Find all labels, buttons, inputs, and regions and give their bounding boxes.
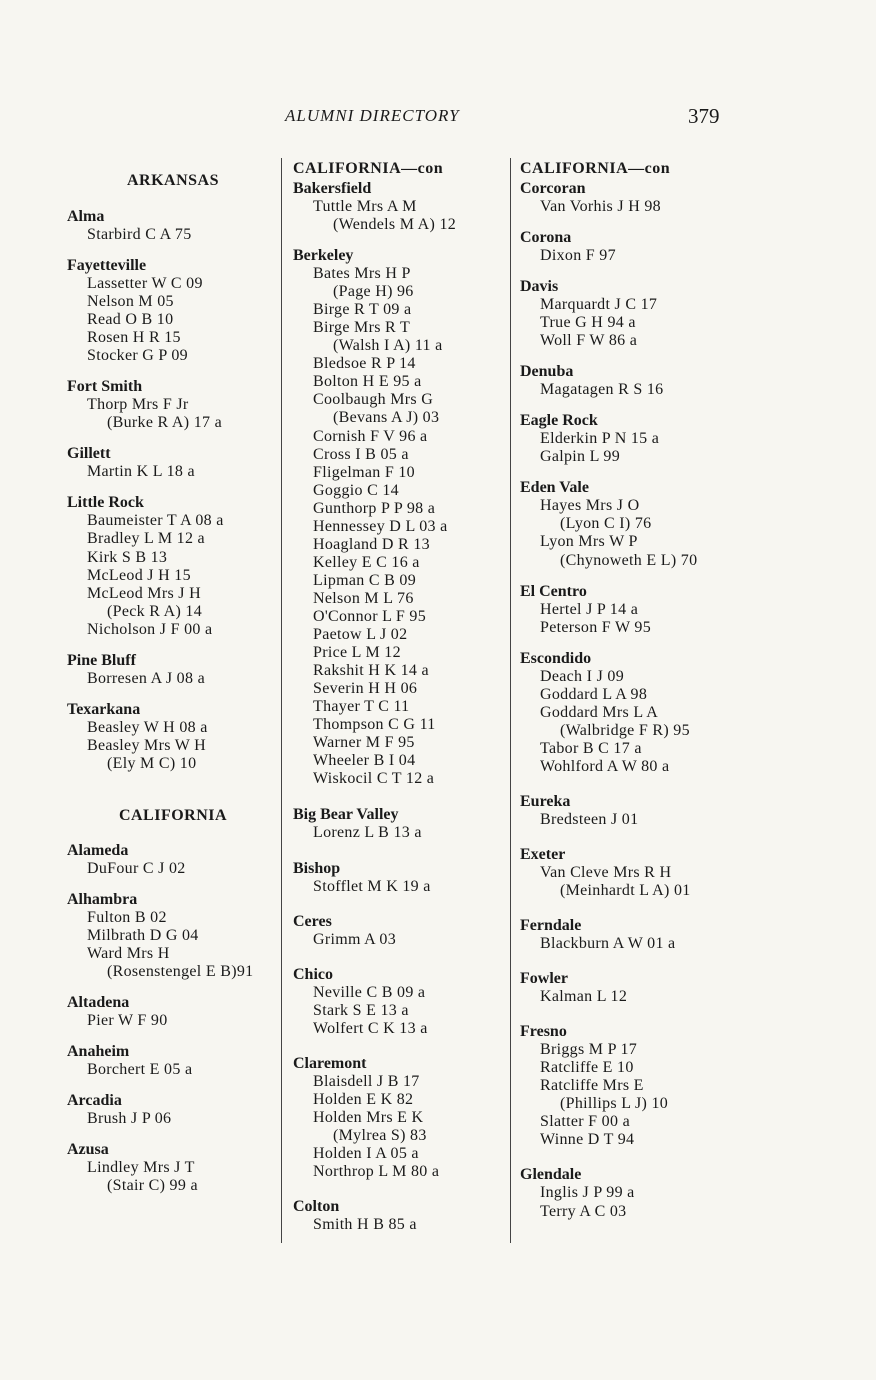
city-section	[520, 412, 752, 466]
alumni-entry: Winne D T 94	[540, 1131, 635, 1149]
alumni-entry: Peterson F W 95	[540, 618, 652, 636]
alumni-entry: Kirk S B 13	[87, 548, 168, 566]
city-section	[520, 583, 752, 637]
alumni-entry: Borchert E 05 a	[87, 1061, 193, 1079]
alumni-entry: Tuttle Mrs A M	[313, 198, 417, 215]
alumni-entry: Ratcliffe E 10	[540, 1059, 634, 1077]
page-header-title: ALUMNI DIRECTORY	[285, 106, 460, 125]
alumni-entry: (Mylrea S) 83	[333, 1126, 427, 1144]
city-name: Texarkana	[67, 700, 141, 718]
directory-column-1	[67, 158, 299, 1195]
alumni-entry: O'Connor L F 95	[313, 607, 427, 625]
city-section	[67, 257, 299, 365]
alumni-entry: (Bevans A J) 03	[333, 409, 440, 427]
alumni-entry: Pier W F 90	[87, 1012, 168, 1030]
alumni-entry: Fulton B 02	[87, 908, 167, 926]
city-section	[293, 913, 525, 949]
city-name: Berkeley	[293, 247, 354, 265]
city-section	[67, 701, 299, 773]
city-section	[67, 378, 299, 432]
page-number: 379	[688, 104, 720, 128]
alumni-entry: Milbrath D G 04	[87, 927, 199, 945]
alumni-entry: Nelson M 05	[87, 293, 174, 311]
city-name: Fresno	[520, 1023, 567, 1041]
alumni-entry: Hayes Mrs J O	[540, 497, 640, 515]
alumni-entry: (Wendels M A) 12	[333, 216, 457, 234]
city-section	[67, 652, 299, 688]
alumni-entry: Rakshit H K 14 a	[313, 662, 429, 680]
city-name: Corcoran	[520, 180, 586, 197]
alumni-entry: Wheeler B I 04	[313, 752, 416, 770]
city-name: Eagle Rock	[520, 412, 598, 430]
city-name: Alhambra	[67, 890, 138, 908]
alumni-entry: (Chynoweth E L) 70	[560, 551, 698, 569]
alumni-entry: Bredsteen J 01	[540, 810, 639, 828]
state-heading: CALIFORNIA—con	[293, 160, 444, 177]
city-name: Ferndale	[520, 917, 582, 935]
alumni-entry: Grimm A 03	[313, 930, 397, 948]
alumni-entry: Deach I J 09	[540, 667, 625, 685]
alumni-entry: Slatter F 00 a	[540, 1113, 630, 1131]
alumni-entry: Lipman C B 09	[313, 571, 417, 589]
alumni-entry: Holden I A 05 a	[313, 1144, 419, 1162]
city-section	[67, 494, 299, 638]
city-name: Exeter	[520, 845, 566, 863]
alumni-entry: (Rosenstengel E B)91	[107, 963, 254, 981]
alumni-entry: Bradley L M 12 a	[87, 530, 205, 548]
alumni-entry: Wiskocil C T 12 a	[313, 770, 435, 788]
city-name: Gillett	[67, 445, 111, 463]
alumni-entry: (Burke R A) 17 a	[107, 414, 223, 432]
alumni-entry: (Ely M C) 10	[107, 754, 197, 772]
city-name: Altadena	[67, 994, 130, 1012]
alumni-entry: Briggs M P 17	[540, 1041, 638, 1059]
alumni-entry: Fligelman F 10	[313, 463, 415, 481]
city-section	[293, 247, 525, 788]
alumni-entry: Baumeister T A 08 a	[87, 512, 224, 530]
alumni-entry: Northrop L M 80 a	[313, 1162, 440, 1180]
city-name: Fort Smith	[67, 378, 143, 396]
city-name: Ceres	[293, 912, 332, 930]
city-section	[67, 1092, 299, 1128]
alumni-entry: Neville C B 09 a	[313, 983, 426, 1001]
alumni-entry: Magatagen R S 16	[540, 381, 664, 399]
alumni-entry: Starbird C A 75	[87, 226, 192, 243]
city-section	[520, 479, 752, 569]
city-section	[67, 445, 299, 481]
alumni-entry: Goggio C 14	[313, 481, 399, 499]
city-section	[67, 208, 299, 244]
alumni-entry: Birge Mrs R T	[313, 319, 411, 337]
alumni-entry: Hertel J P 14 a	[540, 600, 639, 618]
alumni-entry: Terry A C 03	[540, 1202, 627, 1220]
alumni-entry: Nicholson J F 00 a	[87, 620, 213, 638]
alumni-entry: Tabor B C 17 a	[540, 739, 642, 757]
alumni-entry: Beasley Mrs W H	[87, 736, 207, 754]
alumni-entry: Borresen A J 08 a	[87, 669, 205, 687]
alumni-entry: Bates Mrs H P	[313, 265, 411, 283]
alumni-entry: Price L M 12	[313, 644, 401, 662]
alumni-entry: Stofflet M K 19 a	[313, 877, 431, 895]
alumni-entry: Thorp Mrs F Jr	[87, 396, 189, 414]
city-section	[67, 994, 299, 1030]
state-heading: CALIFORNIA	[118, 806, 228, 824]
alumni-entry: (Peck R A) 14	[107, 602, 203, 620]
alumni-entry: DuFour C J 02	[87, 859, 186, 877]
city-section	[67, 1141, 299, 1195]
alumni-entry: Warner M F 95	[313, 734, 415, 752]
alumni-entry: (Stair C) 99 a	[107, 1177, 198, 1195]
alumni-entry: Nelson M L 76	[313, 589, 414, 607]
city-section	[520, 846, 752, 900]
city-section	[520, 278, 752, 350]
city-name: Alma	[67, 208, 105, 225]
alumni-entry: Stocker G P 09	[87, 347, 188, 365]
state-heading: CALIFORNIA—con	[520, 160, 671, 177]
alumni-entry: Blackburn A W 01 a	[540, 935, 676, 953]
alumni-entry: Holden E K 82	[313, 1090, 414, 1108]
alumni-entry: Cross I B 05 a	[313, 445, 409, 463]
alumni-entry: Birge R T 09 a	[313, 301, 412, 319]
alumni-entry: Blaisdell J B 17	[313, 1072, 420, 1090]
alumni-entry: Hennessey D L 03 a	[313, 517, 448, 535]
alumni-entry: Holden Mrs E K	[313, 1108, 424, 1126]
city-section	[293, 860, 525, 896]
city-section	[293, 180, 525, 234]
alumni-entry: Martin K L 18 a	[87, 463, 195, 481]
city-name: Glendale	[520, 1166, 582, 1184]
alumni-entry: Inglis J P 99 a	[540, 1184, 635, 1202]
alumni-entry: Lindley Mrs J T	[87, 1159, 195, 1177]
city-section	[520, 650, 752, 776]
alumni-entry: Read O B 10	[87, 311, 174, 329]
alumni-entry: Thayer T C 11	[313, 698, 410, 716]
city-name: Escondido	[520, 649, 592, 667]
alumni-entry: (Meinhardt L A) 01	[560, 882, 691, 900]
alumni-entry: Dixon F 97	[540, 247, 616, 265]
alumni-entry: Goddard Mrs L A	[540, 703, 659, 721]
alumni-entry: Van Cleve Mrs R H	[540, 863, 672, 881]
city-name: Fayetteville	[67, 257, 147, 275]
city-name: Little Rock	[67, 494, 144, 512]
city-name: Anaheim	[67, 1043, 130, 1061]
city-name: Pine Bluff	[67, 651, 136, 669]
alumni-entry: Van Vorhis J H 98	[540, 198, 661, 215]
city-section	[520, 180, 752, 216]
alumni-entry: Kelley E C 16 a	[313, 553, 420, 571]
alumni-entry: Gunthorp P P 98 a	[313, 499, 436, 517]
city-section	[293, 806, 525, 842]
city-name: Azusa	[67, 1141, 109, 1159]
alumni-entry: Goddard L A 98	[540, 685, 648, 703]
city-section	[293, 1198, 525, 1234]
alumni-entry: Bledsoe R P 14	[313, 355, 416, 373]
alumni-entry: Brush J P 06	[87, 1110, 172, 1128]
city-name: Eureka	[520, 792, 571, 810]
alumni-entry: Ratcliffe Mrs E	[540, 1077, 644, 1095]
alumni-entry: (Walbridge F R) 95	[560, 721, 690, 739]
alumni-entry: Lorenz L B 13 a	[313, 824, 422, 842]
state-heading: ARKANSAS	[126, 172, 219, 189]
city-name: Big Bear Valley	[293, 806, 399, 824]
alumni-entry: Rosen H R 15	[87, 329, 181, 347]
city-name: Eden Vale	[520, 479, 589, 497]
city-section	[293, 966, 525, 1038]
city-section	[520, 1023, 752, 1149]
alumni-entry: Ward Mrs H	[87, 945, 170, 963]
city-name: Davis	[520, 278, 559, 296]
city-name: Colton	[293, 1198, 340, 1216]
alumni-entry: Smith H B 85 a	[313, 1216, 417, 1234]
alumni-entry: Lyon Mrs W P	[540, 533, 638, 551]
alumni-entry: Coolbaugh Mrs G	[313, 391, 434, 409]
alumni-entry: (Walsh I A) 11 a	[333, 337, 443, 355]
directory-column-2	[293, 158, 525, 1234]
city-section	[520, 970, 752, 1006]
city-name: Fowler	[520, 970, 568, 988]
city-section	[67, 842, 299, 878]
alumni-entry: Bolton H E 95 a	[313, 373, 422, 391]
alumni-entry: Cornish F V 96 a	[313, 427, 428, 445]
city-name: Bishop	[293, 859, 341, 877]
city-section	[520, 917, 752, 953]
alumni-entry: McLeod Mrs J H	[87, 584, 201, 602]
city-name: Bakersfield	[293, 180, 372, 197]
alumni-entry: Marquardt J C 17	[540, 296, 658, 314]
alumni-entry: Beasley W H 08 a	[87, 718, 208, 736]
alumni-entry: Paetow L J 02	[313, 626, 408, 644]
alumni-entry: Woll F W 86 a	[540, 332, 638, 350]
city-name: Corona	[520, 229, 572, 247]
directory-column-3	[520, 158, 752, 1221]
alumni-entry: True G H 94 a	[540, 314, 636, 332]
alumni-entry: Hoagland D R 13	[313, 535, 430, 553]
city-section	[67, 1043, 299, 1079]
city-section	[293, 1055, 525, 1181]
alumni-entry: Kalman L 12	[540, 988, 628, 1006]
city-section	[520, 363, 752, 399]
city-name: Denuba	[520, 363, 574, 381]
alumni-entry: Wohlford A W 80 a	[540, 757, 670, 775]
alumni-entry: Wolfert C K 13 a	[313, 1019, 428, 1037]
alumni-entry: Lassetter W C 09	[87, 275, 203, 293]
alumni-entry: (Phillips L J) 10	[560, 1095, 669, 1113]
city-section	[67, 891, 299, 981]
city-name: El Centro	[520, 582, 587, 600]
alumni-entry: (Lyon C I) 76	[560, 515, 652, 533]
alumni-entry: Galpin L 99	[540, 448, 621, 466]
city-name: Chico	[293, 965, 333, 983]
alumni-entry: Thompson C G 11	[313, 716, 436, 734]
alumni-entry: (Page H) 96	[333, 283, 414, 301]
city-name: Claremont	[293, 1054, 367, 1072]
city-section	[520, 1166, 752, 1220]
alumni-entry: McLeod J H 15	[87, 566, 191, 584]
city-name: Alameda	[67, 841, 129, 859]
city-name: Arcadia	[67, 1092, 122, 1110]
city-section	[520, 229, 752, 265]
alumni-entry: Stark S E 13 a	[313, 1001, 409, 1019]
city-section	[520, 793, 752, 829]
alumni-entry: Severin H H 06	[313, 680, 418, 698]
alumni-entry: Elderkin P N 15 a	[540, 430, 660, 448]
